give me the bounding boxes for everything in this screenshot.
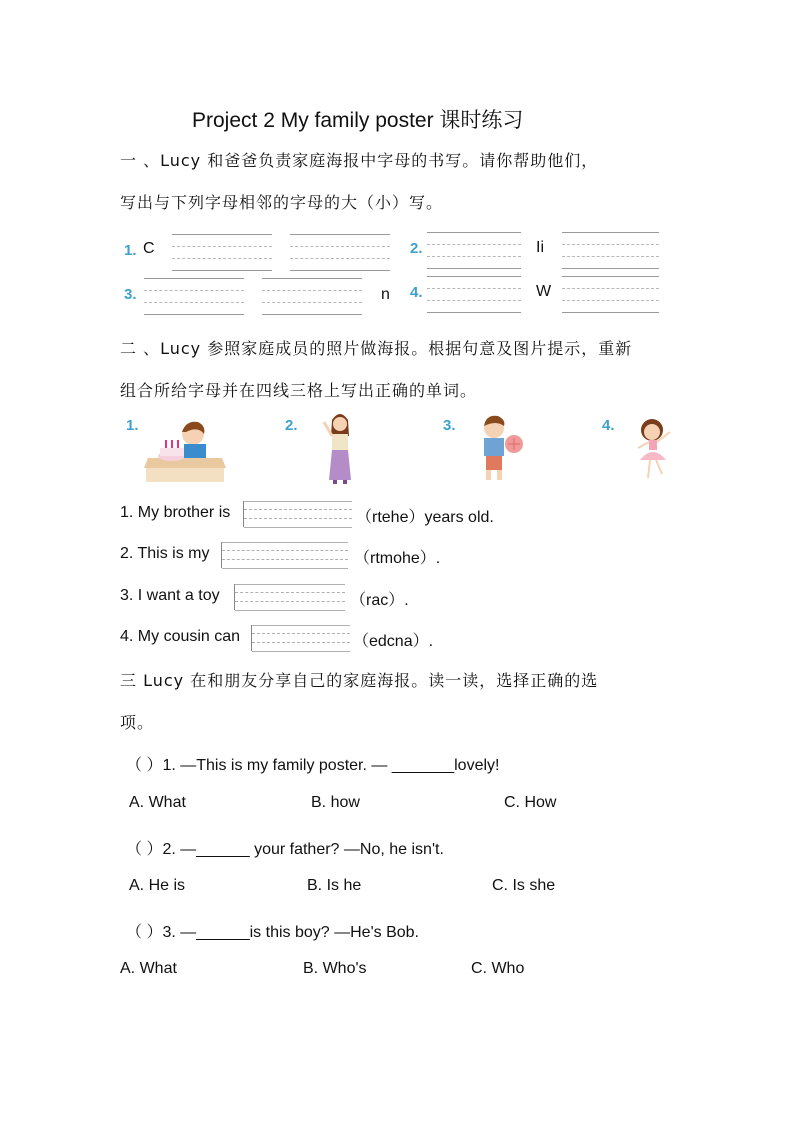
picture-number: 1. [126,417,139,434]
section2-instruction-line2: 组合所给字母并在四线三格上写出正确的单词。 [120,381,478,400]
q1-option-c[interactable]: C. How [504,794,557,811]
section3-instruction-line2: 项。 [120,713,155,732]
answer-grid-4[interactable] [251,625,350,651]
q1-option-b[interactable]: B. how [311,794,360,811]
q1-option-a[interactable]: A. What [129,794,186,811]
writing-grid[interactable] [172,234,272,270]
q2-option-a[interactable]: A. He is [129,877,186,894]
item-number: 4. [410,284,423,301]
q3-option-a[interactable]: A. What [120,960,177,977]
section2-instruction-line1: 二 、Lucy 参照家庭成员的照片做海报。根据句意及图片提示，重新 [120,339,633,358]
sentence-4-hint: （edcna）. [353,633,434,650]
given-letter: Ii [536,239,544,256]
writing-grid[interactable] [562,276,659,312]
picture-number: 3. [443,417,456,434]
boy-with-toy-illustration [472,414,528,484]
answer-grid-2[interactable] [221,542,348,568]
page-title: Project 2 My family poster 课时练习 [192,109,524,132]
writing-grid[interactable] [144,278,244,314]
sentence-2-prefix: 2. This is my [120,545,210,562]
q2-option-c[interactable]: C. Is she [492,877,556,894]
dancing-girl-illustration [632,416,678,486]
writing-grid[interactable] [562,232,659,268]
writing-grid[interactable] [427,276,521,312]
answer-grid-3[interactable] [234,584,345,610]
item-number: 1. [124,242,137,259]
picture-number: 4. [602,417,615,434]
section1-instruction-line2: 写出与下列字母相邻的字母的大（小）写。 [120,193,444,212]
q3-option-b[interactable]: B. Who's [303,960,367,977]
writing-grid[interactable] [262,278,362,314]
section1-instruction-line1: 一 、Lucy 和爸爸负责家庭海报中字母的书写。请你帮助他们， [120,151,599,170]
q2-option-b[interactable]: B. Is he [307,877,362,894]
mother-illustration [318,410,362,486]
writing-grid[interactable] [427,232,521,268]
sentence-1-hint: （rtehe）years old. [356,509,494,526]
given-letter: n [381,286,390,303]
question-3: （ ）3. —______is this boy? —He's Bob. [126,924,419,941]
item-number: 2. [410,240,423,257]
q3-option-c[interactable]: C. Who [471,960,525,977]
sentence-1-prefix: 1. My brother is [120,504,231,521]
given-letter: W [536,283,552,300]
question-1: （ ）1. —This is my family poster. — _______lovely! [126,757,500,774]
boy-with-cake-illustration [142,418,232,484]
sentence-3-hint: （rac）. [350,592,409,609]
sentence-4-prefix: 4. My cousin can [120,628,241,645]
picture-number: 2. [285,417,298,434]
sentence-2-hint: （rtmohe）. [354,550,441,567]
answer-grid-1[interactable] [243,501,352,527]
sentence-3-prefix: 3. I want a toy [120,587,220,604]
given-letter: C [143,240,155,257]
item-number: 3. [124,286,137,303]
writing-grid[interactable] [290,234,390,270]
question-2: （ ）2. —______ your father? —No, he isn't. [126,841,444,858]
section3-instruction-line1: 三 Lucy 在和朋友分享自己的家庭海报。读一读，选择正确的选 [120,671,599,690]
